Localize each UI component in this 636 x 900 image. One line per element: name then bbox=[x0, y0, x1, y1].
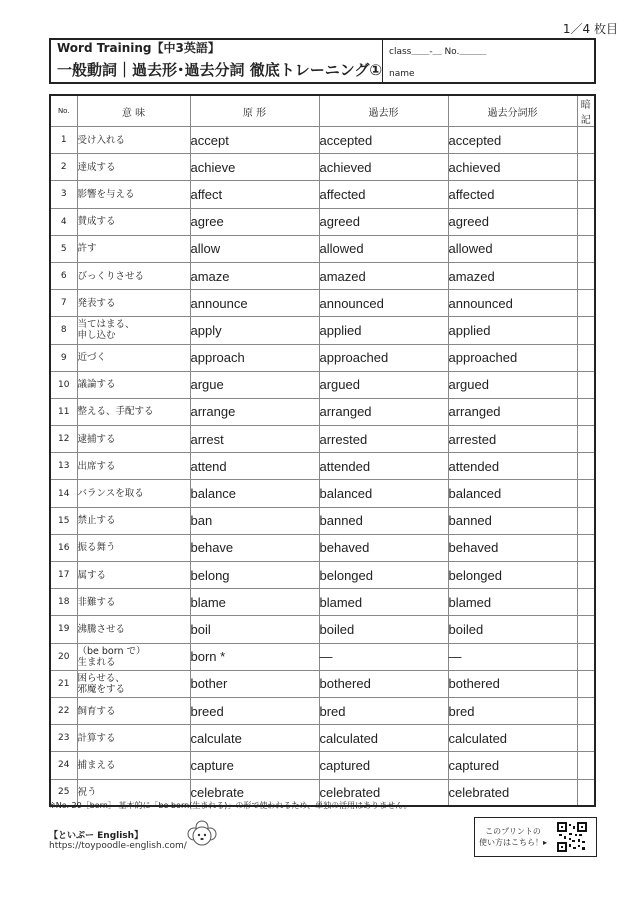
row-base-form: allow bbox=[190, 235, 319, 262]
row-number: 9 bbox=[50, 344, 77, 371]
row-past-form: arrested bbox=[319, 426, 448, 453]
row-past-form: calculated bbox=[319, 725, 448, 752]
row-past-form: celebrated bbox=[319, 779, 448, 806]
table-row bbox=[50, 398, 595, 425]
howto-link-box[interactable] bbox=[474, 817, 597, 857]
row-past-participle: boiled bbox=[448, 616, 577, 643]
student-info-block bbox=[383, 40, 594, 82]
row-memorized-check[interactable] bbox=[577, 616, 595, 643]
row-memorized-check[interactable] bbox=[577, 589, 595, 616]
row-number: 17 bbox=[50, 562, 77, 589]
row-meaning: 祝う bbox=[77, 779, 190, 806]
row-memorized-check[interactable] bbox=[577, 643, 595, 670]
row-past-participle: celebrated bbox=[448, 779, 577, 806]
table-row bbox=[50, 371, 595, 398]
row-base-form: ban bbox=[190, 507, 319, 534]
row-memorized-check[interactable] bbox=[577, 752, 595, 779]
row-base-form: arrest bbox=[190, 426, 319, 453]
row-meaning: 許す bbox=[77, 235, 190, 262]
row-past-form: blamed bbox=[319, 589, 448, 616]
row-number: 3 bbox=[50, 181, 77, 208]
row-number: 10 bbox=[50, 371, 77, 398]
row-meaning: 非難する bbox=[77, 589, 190, 616]
row-past-participle: captured bbox=[448, 752, 577, 779]
row-meaning: 捕まえる bbox=[77, 752, 190, 779]
row-past-participle: bred bbox=[448, 697, 577, 724]
howto-line2: 使い方はこちら！▸ bbox=[478, 838, 547, 847]
row-past-form: announced bbox=[319, 290, 448, 317]
row-number: 23 bbox=[50, 725, 77, 752]
row-base-form: capture bbox=[190, 752, 319, 779]
row-base-form: achieve bbox=[190, 154, 319, 181]
row-number: 19 bbox=[50, 616, 77, 643]
row-base-form: affect bbox=[190, 181, 319, 208]
row-memorized-check[interactable] bbox=[577, 507, 595, 534]
row-meaning: 達成する bbox=[77, 154, 190, 181]
table-row bbox=[50, 697, 595, 724]
row-meaning: 計算する bbox=[77, 725, 190, 752]
row-memorized-check[interactable] bbox=[577, 208, 595, 235]
row-meaning: 禁止する bbox=[77, 507, 190, 534]
row-number: 16 bbox=[50, 534, 77, 561]
row-past-participle: approached bbox=[448, 344, 577, 371]
row-meaning: 議論する bbox=[77, 371, 190, 398]
row-memorized-check[interactable] bbox=[577, 697, 595, 724]
row-number: 12 bbox=[50, 426, 77, 453]
row-past-form: amazed bbox=[319, 262, 448, 289]
row-memorized-check[interactable] bbox=[577, 127, 595, 154]
row-past-participle: amazed bbox=[448, 262, 577, 289]
row-meaning: 整える、手配する bbox=[77, 398, 190, 425]
row-past-form: captured bbox=[319, 752, 448, 779]
row-past-participle: belonged bbox=[448, 562, 577, 589]
table-row bbox=[50, 262, 595, 289]
row-number: 13 bbox=[50, 453, 77, 480]
table-row bbox=[50, 344, 595, 371]
row-base-form: belong bbox=[190, 562, 319, 589]
row-past-participle: banned bbox=[448, 507, 577, 534]
table-header-row bbox=[50, 95, 595, 127]
name-field: name bbox=[389, 69, 415, 79]
worksheet-header bbox=[49, 38, 596, 84]
table-row bbox=[50, 290, 595, 317]
row-memorized-check[interactable] bbox=[577, 426, 595, 453]
table-row bbox=[50, 453, 595, 480]
header-past-form: 過去形 bbox=[319, 95, 448, 127]
row-past-form: affected bbox=[319, 181, 448, 208]
row-meaning: 当てはまる、 申し込む bbox=[77, 317, 190, 344]
row-memorized-check[interactable] bbox=[577, 181, 595, 208]
table-row bbox=[50, 534, 595, 561]
row-base-form: blame bbox=[190, 589, 319, 616]
row-meaning: 属する bbox=[77, 562, 190, 589]
row-past-form: arranged bbox=[319, 398, 448, 425]
row-base-form: arrange bbox=[190, 398, 319, 425]
row-number: 24 bbox=[50, 752, 77, 779]
row-memorized-check[interactable] bbox=[577, 371, 595, 398]
table-row bbox=[50, 643, 595, 670]
row-number: 2 bbox=[50, 154, 77, 181]
row-meaning: 発表する bbox=[77, 290, 190, 317]
row-past-form: boiled bbox=[319, 616, 448, 643]
row-memorized-check[interactable] bbox=[577, 670, 595, 697]
row-number: 1 bbox=[50, 127, 77, 154]
row-past-form: attended bbox=[319, 453, 448, 480]
brand-name: 【といぷー English】 bbox=[49, 831, 144, 841]
row-memorized-check[interactable] bbox=[577, 235, 595, 262]
row-base-form: bother bbox=[190, 670, 319, 697]
row-past-form: applied bbox=[319, 317, 448, 344]
row-memorized-check[interactable] bbox=[577, 398, 595, 425]
row-past-form: accepted bbox=[319, 127, 448, 154]
row-memorized-check[interactable] bbox=[577, 453, 595, 480]
poodle-mascot-icon bbox=[186, 818, 218, 850]
row-past-participle: affected bbox=[448, 181, 577, 208]
table-row bbox=[50, 235, 595, 262]
header-memorized: 暗記 bbox=[577, 95, 595, 127]
row-base-form: amaze bbox=[190, 262, 319, 289]
row-number: 22 bbox=[50, 697, 77, 724]
row-number: 11 bbox=[50, 398, 77, 425]
header-subtitle: Word Training【中3英語】 bbox=[57, 41, 220, 55]
table-row bbox=[50, 562, 595, 589]
row-base-form: accept bbox=[190, 127, 319, 154]
table-row bbox=[50, 589, 595, 616]
row-meaning: 逮捕する bbox=[77, 426, 190, 453]
row-meaning: （be born で） 生まれる bbox=[77, 643, 190, 670]
row-base-form: boil bbox=[190, 616, 319, 643]
row-meaning: 影響を与える bbox=[77, 181, 190, 208]
table-row bbox=[50, 181, 595, 208]
class-number-field: class＿＿-＿ No.＿＿＿ bbox=[389, 47, 487, 57]
row-meaning: 沸騰させる bbox=[77, 616, 190, 643]
row-past-form: belonged bbox=[319, 562, 448, 589]
row-base-form: apply bbox=[190, 317, 319, 344]
table-row bbox=[50, 426, 595, 453]
row-past-participle: accepted bbox=[448, 127, 577, 154]
row-past-participle: achieved bbox=[448, 154, 577, 181]
row-memorized-check[interactable] bbox=[577, 290, 595, 317]
row-past-form: — bbox=[319, 643, 448, 670]
row-past-form: achieved bbox=[319, 154, 448, 181]
row-past-participle: behaved bbox=[448, 534, 577, 561]
row-past-participle: announced bbox=[448, 290, 577, 317]
row-meaning: 受け入れる bbox=[77, 127, 190, 154]
table-row bbox=[50, 208, 595, 235]
row-past-form: bothered bbox=[319, 670, 448, 697]
row-meaning: 賛成する bbox=[77, 208, 190, 235]
row-base-form: attend bbox=[190, 453, 319, 480]
row-memorized-check[interactable] bbox=[577, 480, 595, 507]
row-number: 7 bbox=[50, 290, 77, 317]
row-number: 18 bbox=[50, 589, 77, 616]
row-past-form: allowed bbox=[319, 235, 448, 262]
row-number: 15 bbox=[50, 507, 77, 534]
row-base-form: balance bbox=[190, 480, 319, 507]
row-past-participle: balanced bbox=[448, 480, 577, 507]
row-past-form: balanced bbox=[319, 480, 448, 507]
row-memorized-check[interactable] bbox=[577, 317, 595, 344]
word-table bbox=[49, 94, 596, 807]
row-number: 25 bbox=[50, 779, 77, 806]
row-number: 8 bbox=[50, 317, 77, 344]
table-row bbox=[50, 670, 595, 697]
row-base-form: approach bbox=[190, 344, 319, 371]
row-base-form: born * bbox=[190, 643, 319, 670]
row-base-form: argue bbox=[190, 371, 319, 398]
row-memorized-check[interactable] bbox=[577, 534, 595, 561]
header-no: No. bbox=[50, 95, 77, 127]
row-memorized-check[interactable] bbox=[577, 344, 595, 371]
table-row bbox=[50, 317, 595, 344]
row-memorized-check[interactable] bbox=[577, 562, 595, 589]
row-past-participle: argued bbox=[448, 371, 577, 398]
row-base-form: announce bbox=[190, 290, 319, 317]
row-past-participle: attended bbox=[448, 453, 577, 480]
header-title: 一般動詞｜過去形･過去分詞 徹底トレーニング① bbox=[57, 61, 383, 79]
row-past-participle: agreed bbox=[448, 208, 577, 235]
table-row bbox=[50, 616, 595, 643]
row-past-form: banned bbox=[319, 507, 448, 534]
table-row bbox=[50, 127, 595, 154]
row-past-participle: arranged bbox=[448, 398, 577, 425]
footnote: ※No. 20［born］ 基本的に「be born(生まれる)」の形で使われるため、単独の活用はありません。 bbox=[49, 801, 412, 810]
row-number: 5 bbox=[50, 235, 77, 262]
row-base-form: breed bbox=[190, 697, 319, 724]
row-meaning: 振る舞う bbox=[77, 534, 190, 561]
row-base-form: calculate bbox=[190, 725, 319, 752]
row-base-form: behave bbox=[190, 534, 319, 561]
row-memorized-check[interactable] bbox=[577, 262, 595, 289]
table-row bbox=[50, 725, 595, 752]
row-past-form: bred bbox=[319, 697, 448, 724]
howto-line1: このプリントの bbox=[485, 827, 541, 836]
row-meaning: バランスを取る bbox=[77, 480, 190, 507]
row-number: 6 bbox=[50, 262, 77, 289]
page-number: 1／4 枚目 bbox=[562, 22, 618, 36]
header-title-block bbox=[51, 40, 383, 82]
row-past-form: approached bbox=[319, 344, 448, 371]
site-url-link[interactable]: https://toypoodle-english.com/ bbox=[49, 841, 187, 851]
row-number: 4 bbox=[50, 208, 77, 235]
table-row bbox=[50, 480, 595, 507]
qr-code-icon[interactable] bbox=[557, 822, 587, 852]
row-past-participle: allowed bbox=[448, 235, 577, 262]
row-meaning: 困らせる、 邪魔をする bbox=[77, 670, 190, 697]
row-memorized-check[interactable] bbox=[577, 154, 595, 181]
row-past-participle: — bbox=[448, 643, 577, 670]
howto-text bbox=[475, 826, 551, 848]
row-meaning: びっくりさせる bbox=[77, 262, 190, 289]
row-number: 21 bbox=[50, 670, 77, 697]
row-past-participle: calculated bbox=[448, 725, 577, 752]
row-past-form: argued bbox=[319, 371, 448, 398]
table-row bbox=[50, 752, 595, 779]
header-past-participle: 過去分詞形 bbox=[448, 95, 577, 127]
row-memorized-check[interactable] bbox=[577, 779, 595, 806]
row-past-participle: applied bbox=[448, 317, 577, 344]
header-base-form: 原 形 bbox=[190, 95, 319, 127]
table-row bbox=[50, 507, 595, 534]
row-past-form: behaved bbox=[319, 534, 448, 561]
table-row bbox=[50, 154, 595, 181]
row-past-participle: bothered bbox=[448, 670, 577, 697]
row-past-form: agreed bbox=[319, 208, 448, 235]
row-base-form: agree bbox=[190, 208, 319, 235]
row-base-form: celebrate bbox=[190, 779, 319, 806]
row-meaning: 出席する bbox=[77, 453, 190, 480]
row-number: 14 bbox=[50, 480, 77, 507]
row-meaning: 飼育する bbox=[77, 697, 190, 724]
row-past-participle: arrested bbox=[448, 426, 577, 453]
row-memorized-check[interactable] bbox=[577, 725, 595, 752]
row-number: 20 bbox=[50, 643, 77, 670]
row-meaning: 近づく bbox=[77, 344, 190, 371]
row-past-participle: blamed bbox=[448, 589, 577, 616]
header-meaning: 意 味 bbox=[77, 95, 190, 127]
